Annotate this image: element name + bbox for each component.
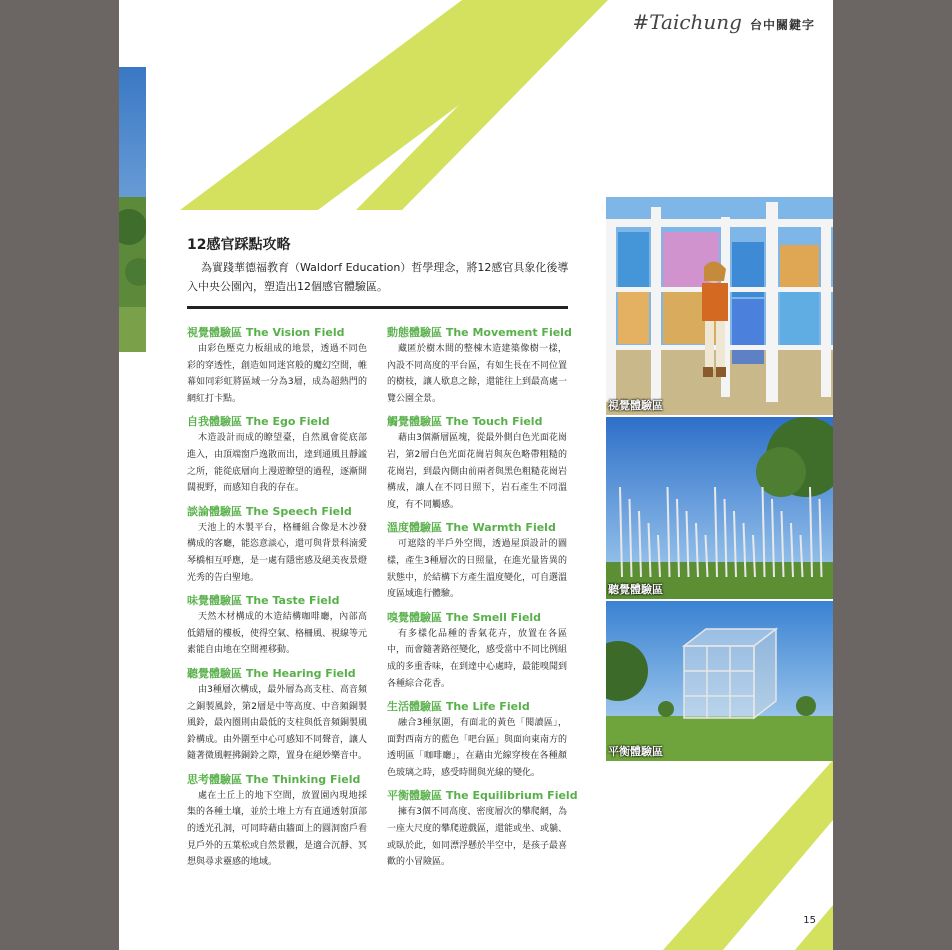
field-heading: 聽覺體驗區 The Hearing Field xyxy=(187,666,356,680)
field-heading: 嗅覺體驗區 The Smell Field xyxy=(387,610,542,624)
field-section xyxy=(387,609,567,692)
field-body: 藉由3個漸層區塊，從最外側白色光面花崗岩，第2層白色光面花崗岩與灰色略帶粗糙的花崗岩，到最內側由前兩者與黑色粗糙花崗岩構成，讓人在不同日照下，岩石產生不同溫度，有不同觸感。 xyxy=(387,433,568,510)
field-heading: 平衡體驗區 The Equilibrium Field xyxy=(387,789,578,803)
field-body: 由彩色壓克力板組成的地景，透過不同色彩的穿透性，創造如同迷宮般的魔幻空間，帷幕如同彩虹將區域一分為3層，成為超熱門的網紅打卡點。 xyxy=(187,344,368,404)
magazine-page xyxy=(119,0,833,950)
field-heading: 動態體驗區 The Movement Field xyxy=(387,326,572,339)
field-heading: 生活體驗區 The Life Field xyxy=(387,700,530,714)
field-body: 由3種層次構成，最外層為高支柱、高音頻之銅製風鈴，第2層是中等高度、中音頻銅製風鈴，最內圈則由最低的支柱與低音頻銅製風鈴構成。由外圍至中心可感知不同聲音，讓人隨著微風輕拂銅鈴之際，置身在絕妙樂音中。 xyxy=(187,684,368,762)
photo-vision-field xyxy=(606,197,833,415)
left-column xyxy=(187,324,367,877)
field-heading: 味覺體驗區 The Taste Field xyxy=(187,594,340,608)
field-heading: 視覺體驗區 The Vision Field xyxy=(187,326,345,339)
article-intro: 為實踐華德福教育（Waldorf Education）哲學理念，將12感官具象化後導入中央公園內，塑造出12個感官體驗區。 xyxy=(187,261,569,293)
field-heading: 思考體驗區 The Thinking Field xyxy=(187,772,361,786)
field-body: 處在土丘上的地下空間，放置園內現地採集的各種土壤，並於土堆上方有直通透射頂部的透光孔洞，可同時藉由牆面上的圓洞窗戶看見戶外的五葉松或自然景觀，是適合沉靜、冥想與尋求靈感的地域。 xyxy=(187,790,368,868)
field-body: 有多樣化品種的香氣花卉，放置在各區中，而會隨著路徑變化，感受當中不同比例組成的多重香味，在到達中心處時，最能嗅聞到各種綜合花香。 xyxy=(387,628,568,689)
header-script-text: #Taichung xyxy=(632,10,742,34)
field-section xyxy=(187,503,367,586)
field-body: 擁有3個不同高度、密度層次的攀爬網，為一座大尺度的攀爬遊戲區，還能或坐、或躺、或臥於此，如同漂浮懸於半空中，是孩子最喜歡的小冒險區。 xyxy=(387,807,568,868)
field-body: 天池上的木製平台，格柵組合像是木沙發構成的客廳，能恣意談心，還可與背景科湳愛琴橋相互呼應，是一處有隱密感及絕美夜景燈光秀的告白聖地。 xyxy=(187,522,368,583)
field-section xyxy=(387,413,567,513)
photo-equilibrium-field xyxy=(606,601,833,761)
photo-hearing-field xyxy=(606,417,833,599)
photo-caption: 聽覺體驗區 xyxy=(608,583,663,596)
field-heading: 談論體驗區 The Speech Field xyxy=(187,504,352,518)
left-edge-photo xyxy=(119,67,146,352)
field-section xyxy=(187,413,367,496)
field-section xyxy=(187,592,367,659)
field-heading: 自我體驗區 The Ego Field xyxy=(187,415,330,429)
article-title: 12感官踩點攻略 xyxy=(187,237,291,253)
field-section xyxy=(387,698,567,781)
field-section xyxy=(387,519,567,602)
field-heading: 觸覺體驗區 The Touch Field xyxy=(387,415,543,429)
field-section xyxy=(187,324,367,407)
field-body: 融合3種氛圍，有面北的黃色「閱讀區」，面對西南方的藍色「吧台區」與面向東南方的透明區「咖啡廳」，在藉由光線穿梭在各種顏色玻璃之時，感受時間與光線的變化。 xyxy=(387,718,568,778)
field-section xyxy=(187,665,367,765)
photo-caption: 平衡體驗區 xyxy=(608,745,663,758)
field-body: 木造設計而成的瞭望臺，自然風會從底部進入，由頂端窗戶逸散而出，達到通風且靜謐之所，能從底層向上漫遊瞭望的過程，逐漸開闊視野，而感知自我的存在。 xyxy=(187,433,368,494)
field-section xyxy=(387,787,578,870)
title-divider xyxy=(187,306,568,309)
field-body: 天然木材構成的木造結構咖啡廳，內部高低錯層的樓板，使得空氣、格柵風、視線等元素能自由地在空間裡移動。 xyxy=(187,612,368,656)
page-number: 15 xyxy=(803,915,816,926)
field-section xyxy=(187,771,367,871)
right-column xyxy=(387,324,578,877)
photo-caption: 視覺體驗區 xyxy=(608,399,663,412)
field-body: 藏匿於樹木間的整棟木造建築像樹一樣，內設不同高度的平台區，有如生長在不同位置的樹枝，讓人歇息之餘，還能往上到最高處一覽公園全景。 xyxy=(387,344,568,404)
field-heading: 溫度體驗區 The Warmth Field xyxy=(387,521,556,535)
field-body: 可遮陰的半戶外空間，透過屋頂設計的圖樣，產生3種層次的日照量，在進光量皆異的狀態中，於結構下方產生溫度變化，可自選溫度區域進行體驗。 xyxy=(387,539,568,600)
section-header xyxy=(632,10,815,34)
field-section xyxy=(387,324,572,407)
header-keyword: 台中關鍵字 xyxy=(749,18,815,32)
